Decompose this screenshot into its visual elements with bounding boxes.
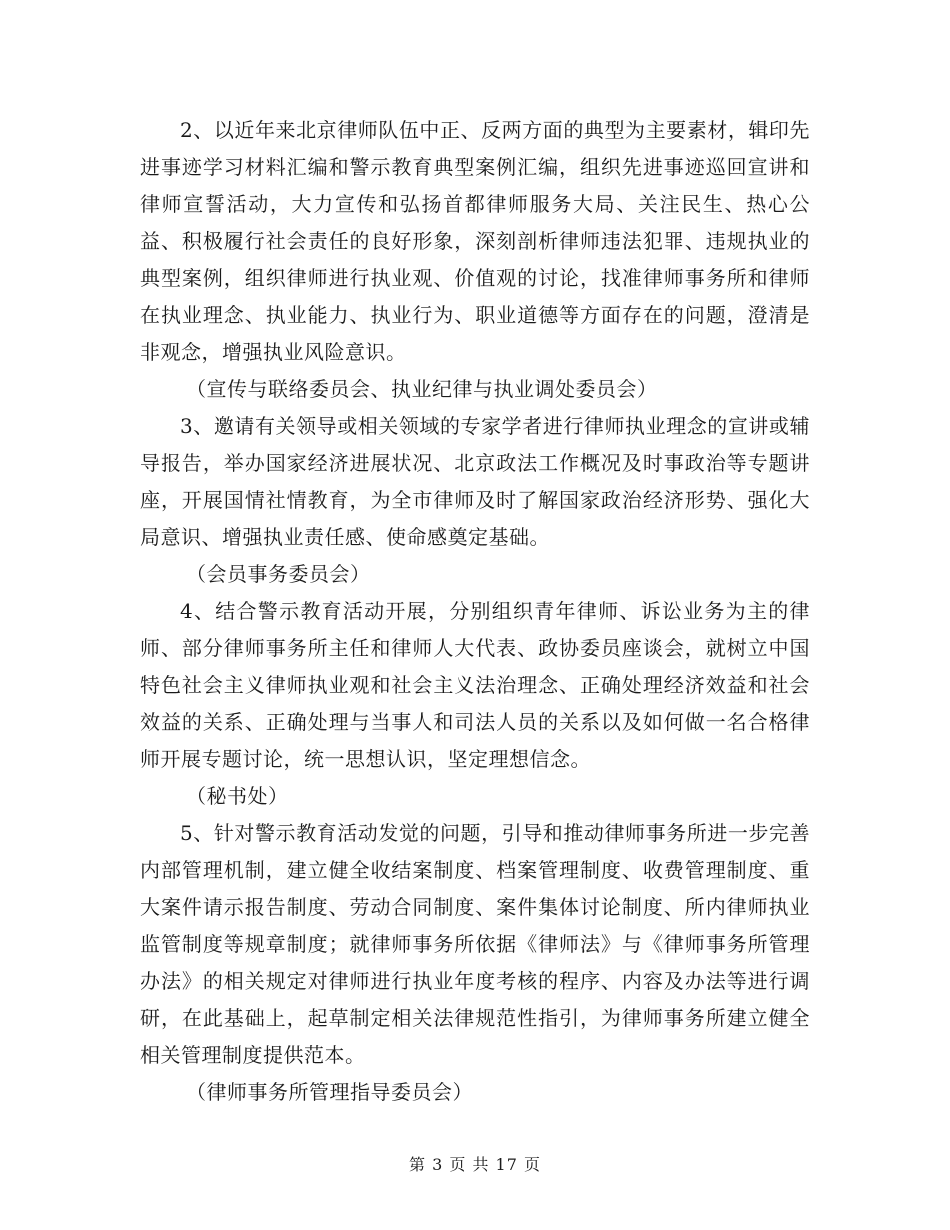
paragraph-item-3: 3、邀请有关领导或相关领域的专家学者进行律师执业理念的宣讲或辅导报告，举办国家经济进展状况、北京政法工作概况及时事政治等专题讲座，开展国情社情教育，为全市律师及时了解国家政治经济形势、强化大局意识、增强执业责任感、使命感奠定基础。 — [140, 414, 810, 549]
responsible-department-4: （秘书处） — [186, 784, 289, 808]
paragraph-item-4: 4、结合警示教育活动开展，分别组织青年律师、诉讼业务为主的律师、部分律师事务所主任和律师人大代表、政协委员座谈会，就树立中国特色社会主义律师执业观和社会主义法治理念、正确处理经济效益和社会效益的关系、正确处理与当事人和司法人员的关系以及如何做一名合格律师开展专题讨论，统一思想认识，坚定理想信念。 — [140, 599, 810, 771]
responsible-department-2: （宣传与联络委员会、执业纪律与执业调处委员会） — [186, 377, 658, 401]
page-number-footer: 第 3 页 共 17 页 — [409, 1155, 541, 1174]
paragraph-item-5: 5、针对警示教育活动发觉的问题，引导和推动律师事务所进一步完善内部管理机制，建立健全收结案制度、档案管理制度、收费管理制度、重大案件请示报告制度、劳动合同制度、案件集体讨论制度、所内律师执业监管制度等规章制度；就律师事务所依据《律师法》与《律师事务所管理办法》的相关规定对律师进行执业年度考核的程序、内容及办法等进行调研，在此基础上，起草制定相关法律规范性指引，为律师事务所建立健全相关管理制度提供范本。 — [140, 821, 810, 1067]
responsible-department-3: （会员事务委员会） — [186, 562, 371, 586]
document-body — [140, 112, 810, 1111]
paragraph-item-2: 2、以近年来北京律师队伍中正、反两方面的典型为主要素材，辑印先进事迹学习材料汇编和警示教育典型案例汇编，组织先进事迹巡回宣讲和律师宣誓活动，大力宣传和弘扬首都律师服务大局、关注民生、热心公益、积极履行社会责任的良好形象，深刻剖析律师违法犯罪、违规执业的典型案例，组织律师进行执业观、价值观的讨论，找准律师事务所和律师在执业理念、执业能力、执业行为、职业道德等方面存在的问题，澄清是非观念，增强执业风险意识。 — [140, 118, 810, 364]
responsible-department-5: （律师事务所管理指导委员会） — [186, 1080, 473, 1104]
